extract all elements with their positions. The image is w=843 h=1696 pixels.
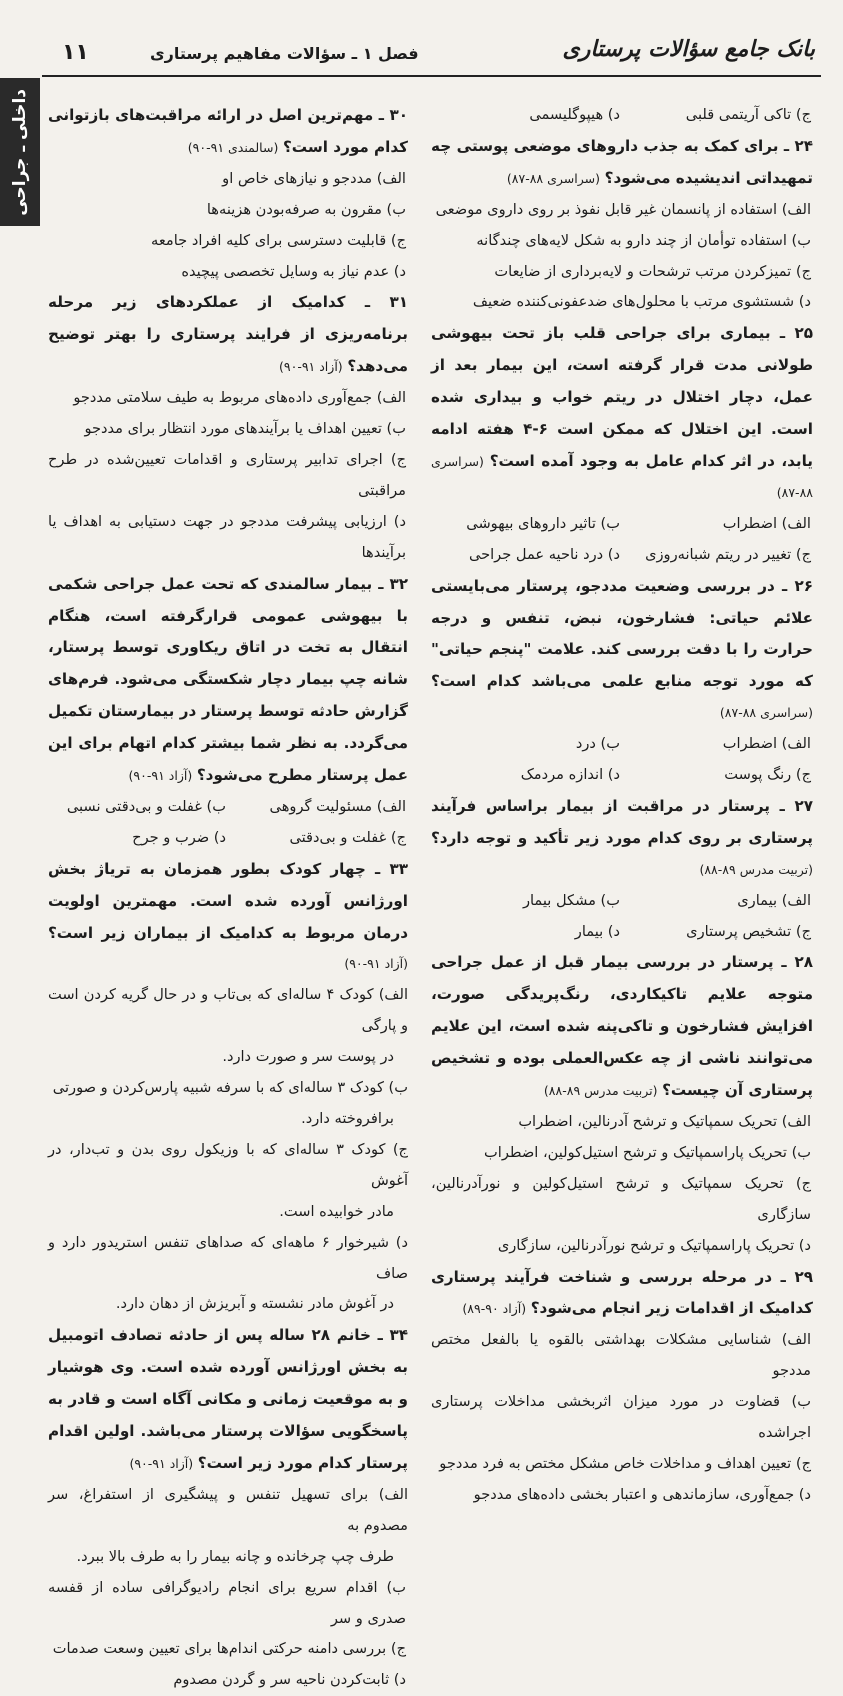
option-c: ج) رنگ پوست [724,766,811,784]
left-column [48,100,408,1689]
option-c: ج) تعیین اهداف و مداخلات خاص مشکل مختص به فرد مددجو [439,1454,811,1472]
question-source: (آزاد ۹۱-۹۰) [278,359,343,375]
side-section-tab [0,78,40,226]
question-source: (آزاد ۹۱-۹۰) [344,956,408,972]
option-a: الف) اضطراب [722,735,811,753]
question-text: ۲۸ ـ پرستار در بررسی بیمار قبل از عمل جراحی متوجه علایم تاکیکاردی، رنگ‌پریدگی صورت، افزایش فشارخون و تاکی‌پنه شده است، این علایم می‌توانند ناشی از چه عکس‌العملی بوده و تشخیص پرستاری آن چیست؟ [431,953,813,1100]
option-b [48,1073,408,1135]
option-a: الف) استفاده از پانسمان غیر قابل نفوذ بر روی داروی موضعی [435,200,811,218]
question-source: (تربیت مدرس ۸۹-۸۸) [543,1083,658,1099]
question-34 [48,1320,408,1480]
question-source: (سراسری ۸۸-۸۷) [719,705,813,721]
option-row [431,729,813,760]
question-source: (سراسری ۸۸-۸۷) [431,453,813,500]
option-c: ج) تشخیص پرستاری [686,922,811,940]
page-header [0,0,843,80]
option-line-continued: در پوست سر و صورت دارد. [222,1048,394,1066]
option-a [48,980,408,1073]
option-row [431,886,813,917]
option-d: د) عدم نیاز به وسایل تخصصی پیچیده [181,262,406,280]
question-text: ۲۴ ـ برای کمک به جذب داروهای موضعی پوستی چه تمهیداتی اندیشیده می‌شود؟ [431,136,813,187]
option-b: ب) مشکل بیمار [522,891,620,909]
option-b: ب) استفاده توأمان از چند دارو به شکل لایه‌های چندگانه [476,231,811,249]
question-27 [431,791,813,886]
option-c: ج) تاکی آریتمی قلبی [685,106,811,123]
option-c: ج) قابلیت دسترسی برای کلیه افراد جامعه [151,231,406,249]
question-text: ۳۳ ـ چهار کودک بطور همزمان به تریاژ بخش اورژانس آورده شده است. مهمترین اولویت درمان مربوط به کدامیک از بیماران زیر است؟ [48,859,408,942]
option-b: ب) غفلت و بی‌دقتی نسبی [66,797,226,815]
question-source: (سراسری ۸۸-۸۷) [506,170,601,186]
question-28 [431,947,813,1107]
question-source: (آزاد ۹۱-۹۰) [129,1455,194,1471]
option-b: ب) تاثیر داروهای بیهوشی [466,514,620,532]
right-column [431,100,813,1503]
question-text: ۲۷ ـ پرستار در مراقبت از بیمار براساس فرآیند پرستاری بر روی کدام مورد زیر تأکید و توجه دارد؟ [431,796,813,847]
option-row [431,917,813,948]
option-d: د) شستشوی مرتب با محلول‌های ضدعفونی‌کننده ضعیف [472,293,811,311]
option-a: الف) مددجو و نیازهای خاص او [222,169,406,187]
option-line: الف) برای تسهیل تنفس و پیشگیری از استفراغ، سر مصدوم به [48,1485,408,1534]
header-divider [42,75,821,77]
question-30 [48,100,408,164]
option-c: ج) تحریک سمپاتیک و ترشح استیل‌کولین و نورآدرنالین، سازگاری [431,1174,811,1223]
option-c: ج) تغییر در ریتم شبانه‌روزی [645,545,811,563]
question-29 [431,1262,813,1326]
option-line: الف) کودک ۴ ساله‌ای که بی‌تاب و در حال گریه کردن است و پارگی [48,986,408,1035]
option-row [431,760,813,791]
option-d: د) هیپوگلیسمی [529,106,620,123]
option-b: ب) تحریک پاراسمپاتیک و ترشح استیل‌کولین، اضطراب [484,1143,811,1161]
question-33 [48,854,408,981]
question-source: (تربیت مدرس ۸۹-۸۸) [699,861,813,877]
option-a: الف) شناسایی مشکلات بهداشتی بالقوه یا بالفعل مختص مددجو [431,1331,811,1380]
option-c: ج) بررسی دامنه حرکتی اندام‌ها برای تعیین وسعت صدمات [52,1640,406,1658]
option-d: د) ارزیابی پیشرفت مددجو در جهت دستیابی به اهداف یا برآیندها [48,512,406,561]
option-b: ب) درد [575,735,620,753]
option-d: د) درد ناحیه عمل جراحی [468,545,620,563]
question-source: (سالمندی ۹۱-۹۰) [187,139,279,155]
question-24 [431,131,813,195]
option-line-continued: طرف چپ چرخانده و چانه بیمار را به طرف بالا ببرد. [76,1547,394,1565]
option-row [431,540,813,571]
option-a: الف) تحریک سمپاتیک و ترشح آدرنالین، اضطراب [518,1113,811,1130]
page-number: ۱۱ [62,40,89,65]
question-text: ۳۰ ـ مهم‌ترین اصل در ارائه مراقبت‌های بازتوانی کدام مورد است؟ [48,106,408,156]
option-d: د) جمع‌آوری، سازماندهی و اعتبار بخشی داده‌های مددجو [473,1485,811,1503]
option-a: الف) مسئولیت گروهی [269,797,406,815]
option-c [48,1135,408,1228]
option-row [431,509,813,540]
option-d: د) ثابت‌کردن ناحیه سر و گردن مصدوم [173,1671,406,1689]
question-32 [48,569,408,792]
question-text: ۳۴ ـ خانم ۲۸ ساله پس از حادثه تصادف اتومبیل به بخش اورژانس آورده شده است. وی هوشیار و به موقعیت زمانی و مکانی آگاه است و قادر به پاسخگویی سؤالات پرستار می‌باشد. اولین اقدام پرستار کدام مورد زیر است؟ [48,1326,408,1472]
question-31 [48,287,408,383]
option-a: الف) بیماری [737,891,811,909]
option-line: د) شیرخوار ۶ ماهه‌ای که صداهای تنفس استریدور دارد و صاف [48,1233,408,1282]
option-d: د) بیمار [574,922,620,940]
option-b: ب) تعیین اهداف یا برآیندهای مورد انتظار برای مددجو [84,420,406,438]
chapter-title: فصل ۱ ـ سؤالات مفاهیم پرستاری [150,44,419,63]
question-source: (آزاد ۹۱-۹۰) [128,768,193,784]
option-d [48,1228,408,1321]
option-d: د) تحریک پاراسمپاتیک و ترشح نورآدرنالین، سازگاری [497,1236,811,1254]
question-text: ۳۱ ـ کدامیک از عملکردهای زیر مرحله برنامه‌ریزی از فرایند پرستاری را بهتر توضیح می‌دهد؟ [48,293,408,376]
option-a: الف) جمع‌آوری داده‌های مربوط به طیف سلامتی مددجو [73,389,406,407]
option-row [48,823,408,854]
question-text: ۲۵ ـ بیماری برای جراحی قلب باز تحت بیهوشی طولانی مدت قرار گرفته است، این بیمار بعد از عمل، دچار اختلال در ریتم خواب و بیداری شده است. این اختلال که ممکن است ۶-۴ هفته ادامه یابد، در اثر کدام عامل به وجود آمده است؟ [431,324,813,470]
option-row [48,792,408,823]
option-d: د) ضرب و جرح [132,828,226,846]
option-c: ج) اجرای تدابیر پرستاری و اقدامات تعیین‌شده در طرح مراقبتی [48,450,406,499]
option-a [48,1480,408,1573]
book-title: بانک جامع سؤالات پرستاری [562,36,815,62]
option-line-continued: مادر خوابیده است. [279,1202,394,1220]
option-b: ب) مقرون به صرفه‌بودن هزینه‌ها [206,200,406,218]
option-row [431,100,813,131]
question-25 [431,318,813,508]
question-source: (آزاد ۹۰-۸۹) [462,1301,527,1317]
option-line: ج) کودک ۳ ساله‌ای که با وزیکول روی بدن و تب‌دار، در آغوش [48,1140,408,1189]
option-a: الف) اضطراب [722,514,811,532]
side-tab-label: داخلی ـ جراحی [10,88,30,216]
option-c: ج) تمیزکردن مرتب ترشحات و لایه‌برداری از ضایعات [494,262,811,280]
option-line-continued: در آغوش مادر نشسته و آبریزش از دهان دارد. [115,1295,394,1313]
option-b: ب) اقدام سریع برای انجام رادیوگرافی ساده از قفسه صدری و سر [48,1578,406,1627]
option-c: ج) غفلت و بی‌دقتی [289,828,406,846]
option-line: ب) کودک ۳ ساله‌ای که با سرفه شبیه پارس‌کردن و صورتی [52,1079,408,1097]
option-line-continued: برافروخته دارد. [301,1110,394,1127]
question-text: ۲۹ ـ در مرحله بررسی و شناخت فرآیند پرستاری کدامیک از اقدامات زیر انجام می‌شود؟ [431,1267,813,1318]
option-d: د) اندازه مردمک [520,766,620,784]
question-26 [431,571,813,730]
option-b: ب) قضاوت در مورد میزان اثربخشی مداخلات پرستاری اجراشده [431,1393,811,1442]
question-text: ۳۲ ـ بیمار سالمندی که تحت عمل جراحی شکمی با بیهوشی عمومی قرارگرفته است، هنگام انتقال به تخت در اتاق ریکاوری توسط پرستار، شانه چپ بیمار دچار شکستگی می‌شود. فرم‌های گزارش حادثه توسط پرستار در بیمارستان تکمیل می‌گردد. به نظر شما بیشتر کدام اتهام برای این عمل پرستار مطرح می‌شود؟ [48,574,408,785]
question-text: ۲۶ ـ در بررسی وضعیت مددجو، پرستار می‌بایستی علائم حیاتی: فشارخون، نبض، تنفس و درجه حرارت را با دقت بررسی کند. علامت "پنجم حیاتی" که مورد توجه منابع علمی می‌باشد کدام است؟ [431,576,813,691]
